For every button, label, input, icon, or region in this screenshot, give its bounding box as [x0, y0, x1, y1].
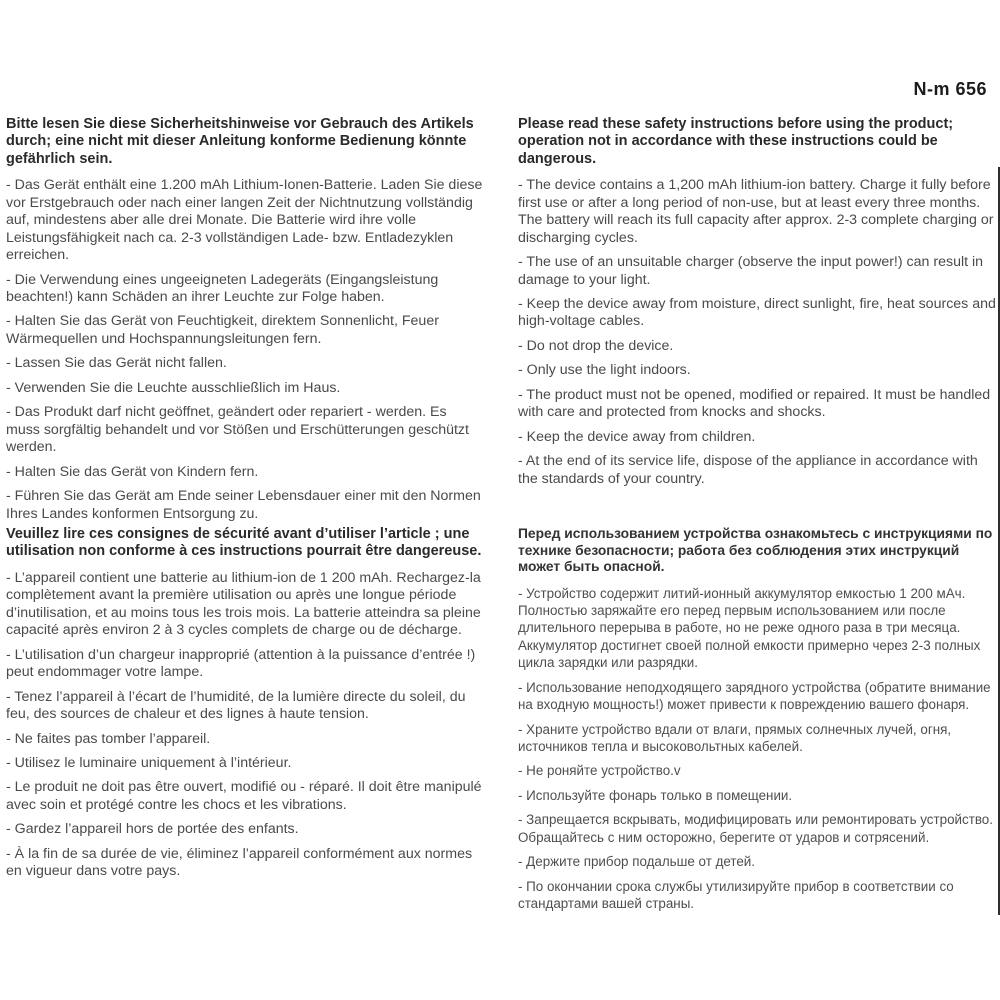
instruction-item-fr-1: - L’appareil contient une batterie au lithium-ion de 1 200 mAh. Rechargez-la complètement avant la première utilisation ou après une longue période d’inutilisation, et au moins tous les trois mois. La batterie atteindra sa pleine capacité après environ 2 à 3 cycles complets de charge ou de décharge. [6, 569, 481, 639]
instruction-item-fr-8: - À la fin de sa durée de vie, éliminez l’appareil conformément aux normes en vigueur dans votre pays. [6, 845, 473, 880]
instruction-item-de-7: - Halten Sie das Gerät von Kindern fern. [6, 463, 259, 480]
instruction-item-ru-5: - Используйте фонарь только в помещении. [518, 787, 793, 803]
instruction-item-de-1: - Das Gerät enthält eine 1.200 mAh Lithium-Ionen-Batterie. Laden Sie diese vor Erstgebrauch oder nach einer langen Zeit der Nichtnutzung vollständig auf, mindestens aber alle drei Monate. Die Batterie wird ihre volle Leistungsfähigkeit nach ca. 2-3 vollständigen Lade- bzw. Entladezyklen erreichen. [6, 177, 483, 264]
instruction-item-fr-7: - Gardez l’appareil hors de portée des enfants. [6, 821, 299, 838]
section-heading-german: Bitte lesen Sie diese Sicherheitshinweise vor Gebrauch des Artikels durch; eine nicht mit dieser Anleitung konforme Bedienung könnte gefährlich sein. [6, 116, 474, 167]
instruction-item-en-3: - Keep the device away from moisture, direct sunlight, fire, heat sources and high-voltage cables. [518, 295, 996, 330]
section-french [6, 526, 484, 888]
instruction-item-fr-5: - Utilisez le luminaire uniquement à l’intérieur. [6, 755, 292, 771]
instruction-item-ru-3: - Храните устройство вдали от влаги, прямых солнечных лучей, огня, источников тепла и высоковольтных кабелей. [518, 721, 952, 755]
instruction-item-en-8: - At the end of its service life, dispose of the appliance in accordance with the standards of your country. [518, 453, 978, 487]
section-english [518, 116, 1000, 495]
instruction-item-fr-2: - L’utilisation d’un chargeur inapproprié (attention à la puissance d’entrée !) peut endommager votre lampe. [6, 646, 476, 681]
instruction-item-de-5: - Verwenden Sie die Leuchte ausschließlich im Haus. [6, 379, 341, 396]
model-number: N-m 656 [913, 79, 987, 99]
section-heading-english: Please read these safety instructions before using the product; operation not in accordance with these instructions could be dangerous. [518, 116, 954, 167]
instruction-item-en-4: - Do not drop the device. [518, 337, 674, 354]
section-russian [518, 526, 1000, 919]
instruction-item-de-6: - Das Produkt darf nicht geöffnet, geändert oder repariert - werden. Es muss sorgfältig behandelt und vor Stößen und Erschütterungen geschützt werden. [6, 404, 469, 456]
instruction-item-en-5: - Only use the light indoors. [518, 362, 691, 379]
instruction-item-en-7: - Keep the device away from children. [518, 428, 756, 445]
instruction-item-ru-4: - Не роняйте устройство.v [518, 763, 681, 779]
section-german [6, 116, 484, 530]
instruction-item-fr-4: - Ne faites pas tomber l’appareil. [6, 730, 211, 747]
instruction-item-ru-8: - По окончании срока службы утилизируйте прибор в соответствии со стандартами вашей страны. [518, 878, 954, 911]
section-heading-russian: Перед использованием устройства ознакомьтесь с инструкциями по технике безопасности; работа без соблюдения этих инструкций может быть опасной. [518, 526, 993, 575]
instruction-item-ru-7: - Держите прибор подальше от детей. [518, 854, 756, 870]
instruction-item-de-3: - Halten Sie das Gerät von Feuchtigkeit, direktem Sonnenlicht, Feuer Wärmequellen und Hochspannungsleitungen fern. [6, 313, 439, 347]
instruction-item-de-8: - Führen Sie das Gerät am Ende seiner Lebensdauer einer mit den Normen Ihres Landes konformen Entsorgung zu. [6, 488, 481, 522]
instruction-item-ru-1: - Устройство содержит литий-ионный аккумулятор емкостью 1 200 мАч. Полностью заряжайте его перед первым использованием или после длительного перерыва в работе, но не реже одного раза в три месяца. Аккумулятор достигнет своей полной емкости примерно через 2-3 полных цикла зарядки или разрядки. [518, 585, 981, 671]
instruction-item-ru-6: - Запрещается вскрывать, модифицировать или ремонтировать устройство. Обращайтесь с ним осторожно, берегите от ударов и сотрясений. [518, 812, 993, 845]
instruction-item-en-6: - The product must not be opened, modified or repaired. It must be handled with care and protected from knocks and shocks. [518, 386, 991, 421]
instruction-item-en-1: - The device contains a 1,200 mAh lithium-ion battery. Charge it fully before first use or after a long period of non-use, but at least every three months. The battery will reach its full capacity after approx. 2-3 complete charging or discharging cycles. [518, 177, 994, 246]
instruction-item-fr-6: - Le produit ne doit pas être ouvert, modifié ou - réparé. Il doit être manipulé avec soin et protégé contre les chocs et les vibrations. [6, 779, 482, 813]
instruction-item-en-2: - The use of an unsuitable charger (observe the input power!) can result in damage to your light. [518, 254, 984, 288]
instruction-item-fr-3: - Tenez l’appareil à l’écart de l’humidité, de la lumière directe du soleil, du feu, des sources de chaleur et des lignes à haute tension. [6, 688, 466, 723]
instruction-item-de-4: - Lassen Sie das Gerät nicht fallen. [6, 355, 227, 372]
instruction-item-de-2: - Die Verwendung eines ungeeigneten Ladegeräts (Eingangsleistung beachten!) kann Schäden an ihrer Leuchte zur Folge haben. [6, 271, 439, 305]
instruction-item-ru-2: - Использование неподходящего зарядного устройства (обратите внимание на входную мощность!) может привести к повреждению вашего фонаря. [518, 679, 991, 713]
section-heading-french: Veuillez lire ces consignes de sécurité avant d’utiliser l’article ; une utilisation non conforme à ces instructions pourrait être dangereuse. [6, 526, 482, 560]
